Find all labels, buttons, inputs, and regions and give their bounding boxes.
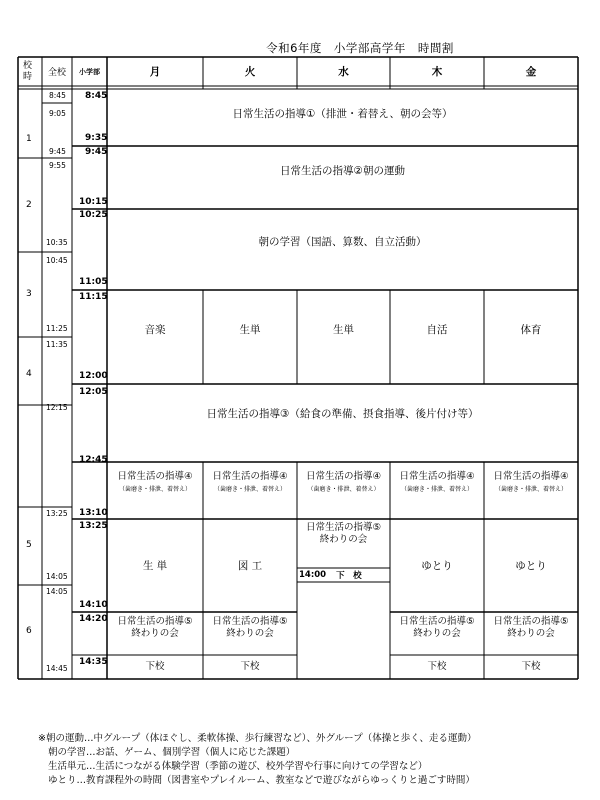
- elem-time: 13:10: [79, 508, 108, 518]
- header-period: 校時: [23, 60, 33, 82]
- header-day-wed: 水: [338, 66, 349, 78]
- page-title: 令和6年度 小学部高学年 時間割: [266, 41, 454, 55]
- daily5-mon: [107, 614, 203, 642]
- school-time: 10:35: [46, 238, 68, 247]
- wed-dismiss-time: 14:00: [299, 570, 327, 580]
- period-2: 2: [26, 200, 32, 210]
- daily5-tue: [203, 614, 297, 642]
- note-line: 朝の学習…お話、ゲーム、個別学習（個人に応じた課題）: [48, 747, 296, 758]
- daily5-fri: [484, 614, 578, 642]
- daily5-sub: 終わりの会: [413, 628, 461, 639]
- elem-time: 11:05: [79, 277, 108, 287]
- school-time: 10:45: [46, 256, 68, 265]
- period-4: 4: [26, 369, 32, 379]
- header-school-time: 全校: [47, 68, 66, 78]
- school-time: 14:05: [46, 587, 68, 596]
- school-time: 9:55: [49, 161, 66, 170]
- daily4-fri: [484, 466, 578, 498]
- school-time: 9:45: [49, 147, 66, 156]
- daily4-thu: [390, 466, 484, 498]
- daily4-sub: （歯磨き・排泄、着替え）: [307, 486, 380, 493]
- daily4-tue: [203, 466, 297, 498]
- wed-dismiss-label: 下 校: [336, 571, 362, 581]
- row-morning-study: 朝の学習（国語、算数、自立活動）: [258, 236, 427, 248]
- header-elem-time: 小学部: [79, 67, 100, 76]
- period-3: 3: [26, 289, 32, 299]
- elem-time: 12:00: [79, 371, 108, 381]
- elem-time: 14:20: [79, 614, 108, 624]
- daily5-label: 日常生活の指導⑤: [493, 616, 569, 627]
- period-6: 6: [26, 626, 32, 636]
- elem-time: 8:45: [85, 91, 108, 101]
- p3-fri: 体育: [520, 324, 542, 336]
- school-time: 11:35: [46, 340, 68, 349]
- daily4-sub: （歯磨き・排泄、着替え）: [118, 486, 191, 493]
- elem-time: 10:15: [79, 197, 108, 207]
- p5-tue: 図 工: [237, 559, 263, 572]
- period-1: 1: [26, 134, 32, 144]
- header-day-thu: 木: [431, 66, 443, 78]
- school-time: 9:05: [49, 109, 66, 118]
- elem-time: 14:10: [79, 600, 108, 610]
- daily4-mon: [107, 466, 203, 498]
- wed-daily5-sub: 終わりの会: [319, 534, 368, 545]
- school-time: 14:05: [46, 572, 68, 581]
- header-day-tue: 火: [244, 66, 256, 78]
- row-daily2: 日常生活の指導②朝の運動: [280, 165, 405, 177]
- header-day-fri: 金: [525, 66, 537, 78]
- school-time: 11:25: [46, 324, 68, 333]
- header-day-mon: 月: [149, 66, 161, 78]
- dismiss-mon: 下校: [145, 661, 165, 672]
- p3-mon: 音楽: [144, 324, 166, 336]
- note-line: ※朝の運動…中グループ（体ほぐし、柔軟体操、歩行練習など）、外グループ（体操と歩く、走る運動）: [38, 733, 477, 744]
- row-daily1: 日常生活の指導①（排泄・着替え、朝の会等）: [232, 108, 453, 120]
- p3-wed: 生単: [333, 324, 354, 336]
- daily5-sub: 終わりの会: [131, 628, 179, 639]
- daily5-sub: 終わりの会: [507, 628, 555, 639]
- daily4-label: 日常生活の指導④: [212, 471, 288, 482]
- school-time: 8:45: [49, 91, 66, 100]
- daily4-label: 日常生活の指導④: [305, 471, 382, 482]
- p5-wed-daily5: [297, 521, 390, 547]
- dismiss-fri: 下校: [521, 661, 541, 672]
- note-line: 生活単元…生活につながる体験学習（季節の遊び、校外学習や行事に向けての学習など）: [48, 761, 428, 772]
- period-5: 5: [26, 540, 32, 550]
- dismiss-thu: 下校: [427, 661, 447, 672]
- elem-time: 13:25: [79, 521, 108, 531]
- elem-time: 14:35: [79, 657, 108, 667]
- daily4-wed: [297, 466, 390, 498]
- daily4-label: 日常生活の指導④: [493, 471, 569, 482]
- p5-thu: ゆとり: [421, 559, 453, 572]
- dismiss-tue: 下校: [240, 661, 260, 672]
- daily4-label: 日常生活の指導④: [399, 471, 475, 482]
- p5-fri: ゆとり: [515, 559, 547, 572]
- school-time: 12:15: [46, 403, 68, 412]
- daily5-label: 日常生活の指導⑤: [117, 616, 193, 627]
- note-line: ゆとり…教育課程外の時間（図書室やプレイルーム、教室などで遊びながらゆっくりと過ごす時間）: [48, 775, 475, 786]
- wed-dismiss: [299, 568, 390, 582]
- school-time: 13:25: [46, 509, 68, 518]
- elem-time: 12:45: [79, 455, 108, 465]
- elem-time: 12:05: [79, 387, 108, 397]
- p3-tue: 生単: [239, 324, 261, 336]
- daily5-label: 日常生活の指導⑤: [212, 616, 288, 627]
- daily4-sub: （歯磨き・排泄、着替え）: [494, 486, 567, 493]
- daily4-sub: （歯磨き・排泄、着替え）: [400, 486, 473, 493]
- elem-time: 9:35: [85, 133, 108, 143]
- school-time: 14:45: [46, 664, 68, 673]
- daily5-sub: 終わりの会: [226, 628, 274, 639]
- footnotes: [38, 732, 598, 788]
- elem-time: 10:25: [79, 210, 108, 220]
- elem-time: 11:15: [79, 292, 108, 302]
- daily4-label: 日常生活の指導④: [117, 471, 193, 482]
- daily5-thu: [390, 614, 484, 642]
- row-daily3: 日常生活の指導③（給食の準備、摂食指導、後片付け等）: [206, 408, 479, 420]
- elem-time: 9:45: [85, 147, 108, 157]
- daily5-label: 日常生活の指導⑤: [399, 616, 475, 627]
- p3-thu: 自活: [426, 324, 448, 336]
- wed-daily5-label: 日常生活の指導⑤: [305, 522, 382, 533]
- p5-mon: 生 単: [142, 559, 168, 572]
- daily4-sub: （歯磨き・排泄、着替え）: [213, 486, 286, 493]
